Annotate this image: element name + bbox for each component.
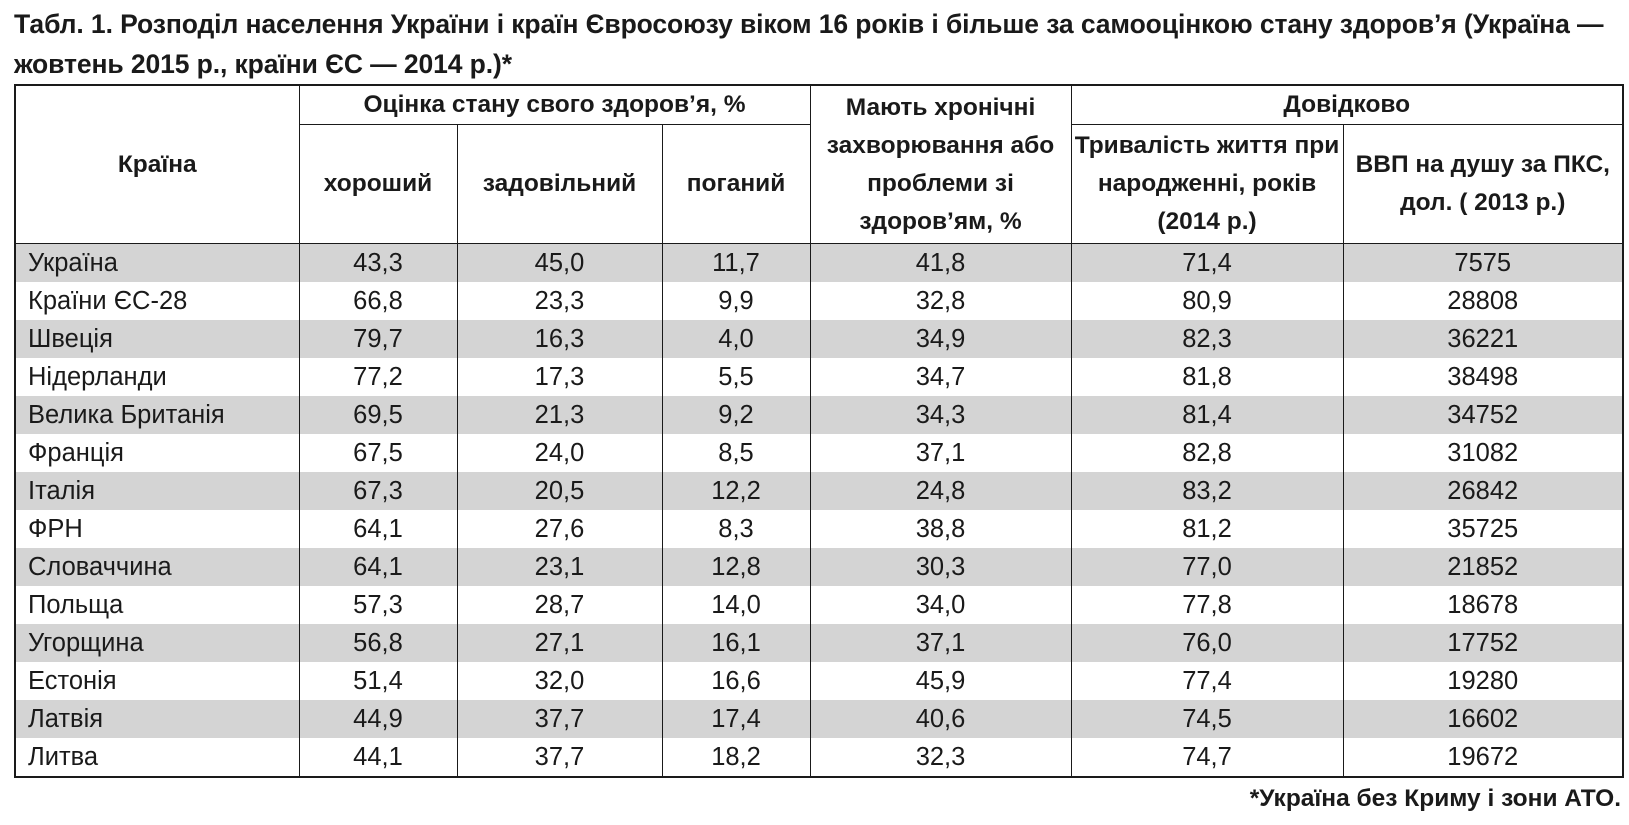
cell-chronic: 38,8 [810,510,1071,548]
cell-life: 77,4 [1071,662,1343,700]
cell-country: Франція [15,434,299,472]
table-row [15,434,1623,472]
table-row [15,320,1623,358]
cell-satisfactory: 24,0 [457,434,662,472]
cell-bad: 4,0 [662,320,810,358]
cell-good: 56,8 [299,624,457,662]
cell-country: Країни ЄС-28 [15,282,299,320]
cell-satisfactory: 37,7 [457,738,662,777]
cell-country: Латвія [15,700,299,738]
table-title: Табл. 1. Розподіл населення України і країн Євросоюзу віком 16 років і більше за самооцінкою стану здоров’я (Україна — жовтень 2015 р., країни ЄС — 2014 р.)* [14,9,1604,79]
table-row [15,282,1623,320]
cell-chronic: 34,3 [810,396,1071,434]
cell-good: 43,3 [299,244,457,283]
cell-good: 66,8 [299,282,457,320]
cell-satisfactory: 23,3 [457,282,662,320]
cell-satisfactory: 27,1 [457,624,662,662]
cell-life: 83,2 [1071,472,1343,510]
cell-country: Україна [15,244,299,283]
cell-good: 64,1 [299,510,457,548]
cell-satisfactory: 28,7 [457,586,662,624]
cell-bad: 16,1 [662,624,810,662]
cell-good: 51,4 [299,662,457,700]
cell-satisfactory: 16,3 [457,320,662,358]
cell-bad: 5,5 [662,358,810,396]
table-row [15,472,1623,510]
cell-gdp: 31082 [1343,434,1623,472]
cell-gdp: 28808 [1343,282,1623,320]
cell-gdp: 38498 [1343,358,1623,396]
cell-good: 79,7 [299,320,457,358]
table-row [15,700,1623,738]
header-chronic: Мають хронічні захворювання або проблеми зі здоров’ям, % [810,85,1071,244]
table-row [15,396,1623,434]
cell-chronic: 30,3 [810,548,1071,586]
cell-bad: 8,3 [662,510,810,548]
cell-gdp: 36221 [1343,320,1623,358]
cell-satisfactory: 45,0 [457,244,662,283]
cell-bad: 18,2 [662,738,810,777]
cell-country: Велика Британія [15,396,299,434]
cell-country: Італія [15,472,299,510]
cell-bad: 9,2 [662,396,810,434]
table-row [15,662,1623,700]
cell-chronic: 24,8 [810,472,1071,510]
cell-bad: 17,4 [662,700,810,738]
cell-chronic: 34,9 [810,320,1071,358]
cell-satisfactory: 37,7 [457,700,662,738]
cell-life: 71,4 [1071,244,1343,283]
cell-gdp: 7575 [1343,244,1623,283]
cell-life: 81,4 [1071,396,1343,434]
cell-country: Швеція [15,320,299,358]
header-health-group: Оцінка стану свого здоров’я, % [299,85,810,125]
header-good: хороший [299,125,457,244]
cell-gdp: 17752 [1343,624,1623,662]
cell-life: 81,8 [1071,358,1343,396]
cell-good: 69,5 [299,396,457,434]
cell-chronic: 41,8 [810,244,1071,283]
header-life-expectancy: Тривалість життя при народженні, років (2014 р.) [1071,125,1343,244]
cell-satisfactory: 32,0 [457,662,662,700]
header-gdp: ВВП на душу за ПКС, дол. ( 2013 р.) [1343,125,1623,244]
cell-bad: 14,0 [662,586,810,624]
cell-good: 67,3 [299,472,457,510]
cell-good: 67,5 [299,434,457,472]
header-satisfactory: задовільний [457,125,662,244]
cell-life: 77,8 [1071,586,1343,624]
cell-life: 82,8 [1071,434,1343,472]
cell-chronic: 32,3 [810,738,1071,777]
cell-chronic: 40,6 [810,700,1071,738]
cell-bad: 8,5 [662,434,810,472]
header-country: Країна [15,85,299,244]
cell-satisfactory: 17,3 [457,358,662,396]
cell-bad: 9,9 [662,282,810,320]
cell-gdp: 35725 [1343,510,1623,548]
table-row [15,586,1623,624]
cell-good: 44,9 [299,700,457,738]
cell-gdp: 16602 [1343,700,1623,738]
cell-satisfactory: 20,5 [457,472,662,510]
cell-good: 44,1 [299,738,457,777]
cell-chronic: 32,8 [810,282,1071,320]
cell-life: 81,2 [1071,510,1343,548]
cell-country: Угорщина [15,624,299,662]
cell-life: 76,0 [1071,624,1343,662]
cell-gdp: 21852 [1343,548,1623,586]
cell-bad: 16,6 [662,662,810,700]
cell-country: Естонія [15,662,299,700]
header-reference-group: Довідково [1071,85,1623,125]
cell-country: Литва [15,738,299,777]
cell-satisfactory: 21,3 [457,396,662,434]
cell-chronic: 37,1 [810,624,1071,662]
cell-life: 77,0 [1071,548,1343,586]
cell-chronic: 37,1 [810,434,1071,472]
cell-gdp: 19280 [1343,662,1623,700]
header-bad: поганий [662,125,810,244]
table-body [15,244,1623,778]
health-table [14,84,1624,778]
table-row [15,510,1623,548]
cell-country: ФРН [15,510,299,548]
table-row [15,624,1623,662]
cell-bad: 12,8 [662,548,810,586]
cell-chronic: 34,7 [810,358,1071,396]
cell-life: 74,5 [1071,700,1343,738]
cell-good: 57,3 [299,586,457,624]
cell-gdp: 19672 [1343,738,1623,777]
cell-satisfactory: 23,1 [457,548,662,586]
table-row [15,738,1623,777]
cell-life: 80,9 [1071,282,1343,320]
cell-gdp: 34752 [1343,396,1623,434]
cell-chronic: 34,0 [810,586,1071,624]
cell-gdp: 26842 [1343,472,1623,510]
cell-life: 74,7 [1071,738,1343,777]
table-row [15,358,1623,396]
cell-bad: 11,7 [662,244,810,283]
cell-good: 64,1 [299,548,457,586]
cell-country: Словаччина [15,548,299,586]
cell-country: Польща [15,586,299,624]
cell-good: 77,2 [299,358,457,396]
cell-life: 82,3 [1071,320,1343,358]
table-row [15,548,1623,586]
cell-satisfactory: 27,6 [457,510,662,548]
footnote: *Україна без Криму і зони АТО. [1249,785,1621,812]
table-row [15,244,1623,283]
cell-country: Нідерланди [15,358,299,396]
cell-chronic: 45,9 [810,662,1071,700]
cell-gdp: 18678 [1343,586,1623,624]
cell-bad: 12,2 [662,472,810,510]
